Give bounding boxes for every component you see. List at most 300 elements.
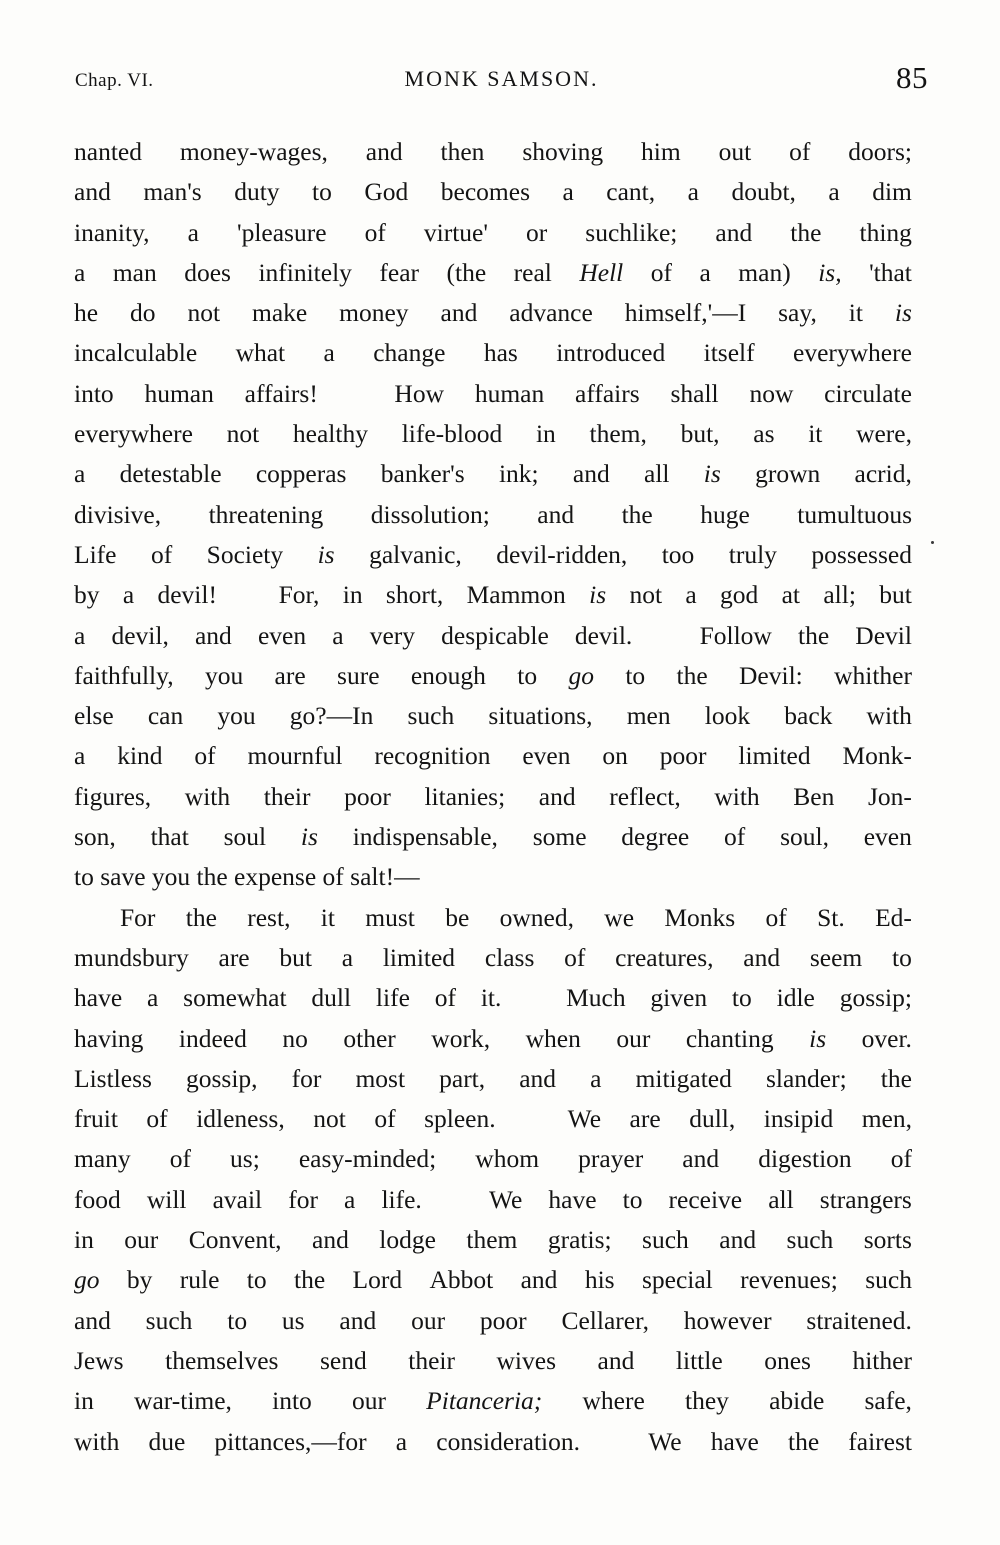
word: all	[768, 1184, 794, 1214]
word: go	[74, 1265, 100, 1295]
word: of	[374, 1104, 396, 1134]
word: to	[227, 1305, 248, 1335]
word: life.	[381, 1184, 422, 1214]
word: our	[616, 1023, 651, 1053]
word: men	[626, 701, 671, 731]
word: inanity,	[74, 217, 150, 247]
word: limited	[382, 942, 456, 972]
word: Monks	[664, 902, 736, 932]
word: enough	[410, 660, 486, 690]
word: into	[272, 1386, 312, 1416]
word: in	[342, 580, 363, 610]
word: gossip,	[186, 1063, 258, 1093]
word: and	[194, 620, 232, 650]
word: becomes	[440, 177, 530, 207]
word: 'that	[869, 257, 912, 287]
word: money-wages,	[179, 137, 328, 166]
word: straitened.	[806, 1305, 912, 1335]
word: is	[894, 298, 912, 328]
word: by	[126, 1265, 153, 1295]
word: it	[320, 902, 335, 932]
word: rest,	[247, 902, 291, 932]
word: Cellarer,	[561, 1305, 649, 1335]
word: Convent,	[188, 1225, 282, 1255]
word: a	[395, 1426, 408, 1456]
word: a	[590, 1063, 602, 1093]
word: For	[120, 902, 156, 932]
word: affairs!	[244, 378, 318, 408]
word: then	[440, 137, 485, 166]
word: grown	[755, 459, 821, 489]
text-line	[74, 535, 912, 575]
word: will	[146, 1184, 187, 1214]
word: life	[375, 983, 410, 1013]
word: their	[408, 1345, 455, 1375]
word: food	[74, 1184, 121, 1214]
word: you	[217, 701, 256, 731]
word: are	[218, 942, 250, 972]
word: everywhere	[793, 338, 912, 368]
word: some	[532, 822, 587, 852]
word: have	[74, 983, 123, 1013]
word: gratis;	[547, 1225, 612, 1255]
word: son,	[74, 822, 116, 852]
word: whither	[834, 660, 912, 690]
word: of	[364, 217, 386, 247]
word: mitigated	[635, 1063, 732, 1093]
word: shall	[670, 378, 719, 408]
word: and	[538, 781, 576, 811]
word: our	[411, 1305, 446, 1335]
word: change	[373, 338, 446, 368]
word: the	[880, 1063, 912, 1093]
word: rule	[179, 1265, 220, 1295]
word: the	[788, 1426, 820, 1456]
word: digestion	[758, 1144, 852, 1174]
word: man)	[738, 257, 791, 287]
word: circulate	[824, 378, 912, 408]
text-line	[74, 374, 912, 414]
text-line	[74, 817, 912, 857]
word: is	[809, 1023, 827, 1053]
text-line	[74, 333, 912, 373]
word: and	[715, 217, 753, 247]
word: devil.	[574, 620, 633, 650]
word: sure	[337, 660, 380, 690]
word: but	[279, 942, 312, 972]
word: that	[150, 822, 189, 852]
word: even	[863, 822, 912, 852]
word: out	[718, 137, 752, 166]
word: huge	[700, 499, 750, 529]
word: to	[312, 177, 332, 207]
word: devil,	[111, 620, 169, 650]
word: Listless	[74, 1063, 152, 1093]
word: a	[332, 620, 344, 650]
word: real	[513, 257, 552, 287]
word: degree	[621, 822, 690, 852]
word: We	[567, 1104, 602, 1134]
text-line: to save you the expense of salt!—	[74, 862, 420, 892]
word: We	[648, 1426, 682, 1456]
word: or	[526, 217, 548, 247]
word: devil-ridden,	[496, 539, 628, 569]
word: Much	[566, 983, 626, 1013]
text-line	[74, 172, 912, 212]
word: a	[74, 257, 86, 287]
word: part,	[439, 1063, 486, 1093]
word: insipid	[763, 1104, 834, 1134]
word: fairest	[848, 1426, 912, 1456]
word: with	[714, 781, 760, 811]
word: not	[313, 1104, 346, 1134]
ink-speck	[931, 541, 934, 544]
word: you	[204, 660, 244, 690]
word: all	[644, 459, 670, 489]
word: strangers	[819, 1184, 912, 1214]
word: itself	[703, 338, 755, 368]
word: Ed-	[875, 902, 912, 932]
word: many	[74, 1144, 131, 1174]
word-gap	[349, 374, 364, 414]
word: such	[145, 1305, 193, 1335]
text-line	[74, 213, 912, 253]
word: the	[790, 217, 822, 247]
word: their	[263, 781, 311, 811]
word: send	[319, 1345, 367, 1375]
word: it	[848, 298, 863, 328]
word: limited	[738, 741, 811, 771]
word: do	[130, 298, 156, 328]
word: over.	[861, 1023, 912, 1053]
word: himself,'—I	[624, 298, 747, 328]
text-line	[74, 1220, 912, 1260]
word: everywhere	[74, 419, 193, 449]
text-line	[74, 1260, 912, 1300]
word: all;	[823, 580, 856, 610]
word: We	[488, 1184, 523, 1214]
text-line	[74, 1059, 912, 1099]
word: soul,	[780, 822, 829, 852]
word: for	[288, 1184, 318, 1214]
word-gap	[526, 978, 541, 1018]
word: a	[687, 177, 699, 207]
word: fear	[379, 257, 420, 287]
text-line	[74, 978, 912, 1018]
word: How	[394, 378, 445, 408]
word: now	[749, 378, 794, 408]
word: he	[74, 298, 99, 328]
word: lodge	[379, 1225, 436, 1255]
word: reflect,	[609, 781, 681, 811]
word: advance	[509, 298, 593, 328]
word-gap	[524, 1099, 539, 1139]
word: situations,	[488, 701, 593, 731]
word: a	[74, 459, 86, 489]
word: doors;	[848, 137, 912, 166]
text-line	[74, 414, 912, 454]
word: man's	[143, 177, 202, 207]
word: go?—In	[289, 701, 374, 731]
word: a	[685, 580, 697, 610]
word-gap	[609, 1422, 619, 1462]
word: soul	[223, 822, 267, 852]
text-line	[74, 1301, 912, 1341]
word: and	[339, 1305, 377, 1335]
word: not	[187, 298, 221, 328]
word: and	[365, 137, 403, 166]
text-line	[74, 696, 912, 736]
text-line	[74, 898, 912, 938]
word: such	[642, 1225, 689, 1255]
word: most	[355, 1063, 406, 1093]
word: of	[789, 137, 811, 166]
text-line	[74, 293, 912, 333]
text-line	[74, 1422, 912, 1462]
word: prayer	[578, 1144, 644, 1174]
word: can	[147, 701, 184, 731]
word: doubt,	[731, 177, 796, 207]
word: 'pleasure	[236, 217, 327, 247]
word: themselves	[165, 1345, 279, 1375]
word: copperas	[255, 459, 347, 489]
word: truly	[728, 539, 777, 569]
word: our	[351, 1386, 386, 1416]
word: go	[568, 660, 594, 690]
word: a	[122, 580, 135, 610]
word: poor	[479, 1305, 527, 1335]
word: has	[483, 338, 518, 368]
word: cant,	[606, 177, 656, 207]
word: say,	[778, 298, 817, 328]
word: acrid,	[854, 459, 912, 489]
word: possessed	[811, 539, 912, 569]
word: with	[184, 781, 231, 811]
word: and	[719, 1225, 757, 1255]
word: and	[743, 942, 781, 972]
word: class	[484, 942, 535, 972]
word: Hell	[579, 257, 624, 287]
word: litanies;	[424, 781, 506, 811]
word: pittances,—for	[214, 1426, 367, 1456]
word: war-time,	[134, 1386, 232, 1416]
word: not	[226, 419, 260, 449]
paragraph-1	[74, 132, 912, 898]
word: of	[146, 1104, 168, 1134]
word: we	[604, 902, 635, 932]
word: faithfully,	[74, 660, 174, 690]
page-body	[74, 132, 912, 1462]
page-header	[75, 62, 928, 102]
paragraph-2	[74, 898, 912, 1462]
text-line	[74, 938, 912, 978]
word: Society	[206, 539, 284, 569]
word: such	[865, 1265, 912, 1295]
word: incalculable	[74, 338, 198, 368]
word-gap	[448, 1180, 463, 1220]
word: and	[572, 459, 610, 489]
word: special	[641, 1265, 713, 1295]
word: very	[369, 620, 416, 650]
word: in	[535, 419, 556, 449]
word: ones	[764, 1345, 811, 1375]
word: poor	[659, 741, 707, 771]
word: threatening	[208, 499, 324, 529]
text-line	[74, 1381, 912, 1421]
text-line	[74, 1099, 912, 1139]
word: introduced	[556, 338, 666, 368]
word: of	[724, 822, 746, 852]
word: Monk-	[842, 741, 912, 771]
word: us	[281, 1305, 305, 1335]
word: human	[144, 378, 214, 408]
word: but,	[680, 419, 720, 449]
word: affairs	[575, 378, 640, 408]
word: having	[74, 1023, 144, 1053]
word: however	[683, 1305, 772, 1335]
word: short,	[385, 580, 444, 610]
word: money	[339, 298, 409, 328]
word: else	[74, 701, 114, 731]
word: easy-minded;	[298, 1144, 437, 1174]
word: Devil:	[739, 660, 803, 690]
word: consideration.	[436, 1426, 580, 1456]
word: mundsbury	[74, 942, 189, 972]
word: too	[661, 539, 695, 569]
word: a	[74, 620, 86, 650]
word: dull,	[689, 1104, 736, 1134]
word: a	[323, 338, 335, 368]
word: Jon-	[867, 781, 912, 811]
word: must	[365, 902, 415, 932]
word: St.	[817, 902, 845, 932]
word-gap	[658, 616, 673, 656]
word: dissolution;	[370, 499, 490, 529]
word: into	[74, 378, 114, 408]
text-line	[74, 495, 912, 535]
word: with	[74, 1426, 120, 1456]
word: little	[675, 1345, 723, 1375]
word: us;	[230, 1144, 260, 1174]
word: virtue'	[423, 217, 488, 247]
word: on	[602, 741, 628, 771]
word: to	[246, 1265, 267, 1295]
word: and	[74, 1305, 111, 1335]
word: of	[150, 539, 173, 569]
word: despicable	[441, 620, 549, 650]
word: due	[148, 1426, 186, 1456]
word: to	[731, 983, 752, 1013]
word: of	[169, 1144, 191, 1174]
word: of	[890, 1144, 912, 1174]
word: idleness,	[196, 1104, 285, 1134]
word: a	[74, 741, 86, 771]
word: is,	[818, 257, 842, 287]
word: suchlike;	[585, 217, 678, 247]
word: work,	[431, 1023, 491, 1053]
text-line	[74, 777, 912, 817]
word: Ben	[793, 781, 835, 811]
word: men,	[861, 1104, 912, 1134]
word: other	[343, 1023, 396, 1053]
word: not	[629, 580, 663, 610]
word: owned,	[499, 902, 574, 932]
word: to	[622, 1184, 643, 1214]
word: make	[251, 298, 308, 328]
word: of	[194, 741, 216, 771]
text-line	[74, 1341, 912, 1381]
word: gossip;	[839, 983, 912, 1013]
word: sorts	[863, 1225, 912, 1255]
word: to	[625, 660, 646, 690]
word: is	[317, 539, 335, 569]
word: to	[517, 660, 538, 690]
word: Life	[74, 539, 117, 569]
word: does	[184, 257, 231, 287]
word: Abbot	[429, 1265, 494, 1295]
word: be	[445, 902, 470, 932]
chapter-label: Chap. VI.	[75, 70, 154, 91]
word: indispensable,	[352, 822, 498, 852]
word: and	[440, 298, 478, 328]
word: nanted	[74, 137, 142, 166]
word: in	[74, 1225, 94, 1255]
word: of	[650, 257, 672, 287]
text-line	[74, 454, 912, 494]
word: no	[282, 1023, 308, 1053]
word: tumultuous	[797, 499, 912, 529]
word: is	[300, 822, 318, 852]
word: avail	[212, 1184, 263, 1214]
word: mournful	[247, 741, 343, 771]
running-title: MONK SAMSON.	[404, 66, 599, 91]
word: with	[866, 701, 912, 731]
word: revenues;	[740, 1265, 838, 1295]
word: chanting	[685, 1023, 774, 1053]
word: seem	[809, 942, 863, 972]
word: infinitely	[258, 257, 352, 287]
word: abide	[769, 1386, 825, 1416]
word: Jews	[74, 1345, 124, 1375]
text-line	[74, 253, 912, 293]
word: idle	[776, 983, 815, 1013]
word: Lord	[352, 1265, 403, 1295]
word: is	[589, 580, 607, 610]
text-line	[74, 575, 912, 615]
word: him	[641, 137, 681, 166]
word: For,	[278, 580, 320, 610]
word: they	[684, 1386, 729, 1416]
word: Devil	[855, 620, 912, 650]
text-line	[74, 736, 912, 776]
word: but	[879, 580, 912, 610]
word: are	[629, 1104, 661, 1134]
word: such	[407, 701, 455, 731]
word: his	[584, 1265, 615, 1295]
word: Follow	[699, 620, 772, 650]
word: as	[753, 419, 775, 449]
word: Mammon	[466, 580, 566, 610]
word: have	[548, 1184, 597, 1214]
word: man	[112, 257, 157, 287]
word: them,	[589, 419, 647, 449]
word: have	[710, 1426, 759, 1456]
word: even	[522, 741, 571, 771]
word: divisive,	[74, 499, 162, 529]
word: dull	[311, 983, 352, 1013]
word: given	[650, 983, 708, 1013]
word: banker's	[380, 459, 465, 489]
